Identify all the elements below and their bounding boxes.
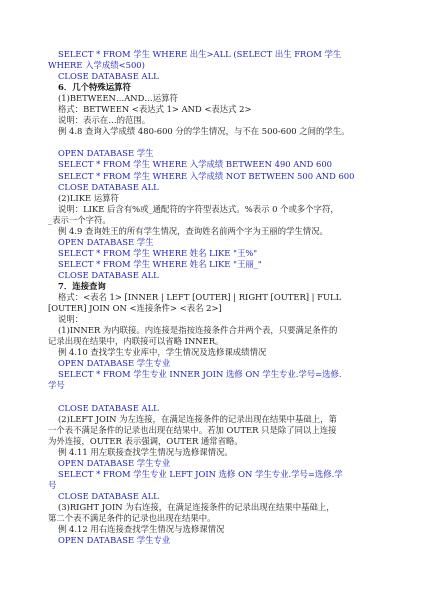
code-line: CLOSE DATABASE ALL <box>58 71 159 82</box>
text-line: (1)BETWEEN…AND…运算符 <box>58 93 178 104</box>
code-line: SELECT * FROM 学生 WHERE 姓名 LIKE "王%" <box>58 247 258 258</box>
code-line: OPEN DATABASE 学生专业 <box>58 535 171 546</box>
code-line: 学号 <box>48 380 65 391</box>
text-line: 说明： <box>58 314 84 325</box>
blank-line <box>48 391 382 402</box>
text-line: 例 4.8 查询入学成绩 480-600 分的学生情况，与不在 500-600 之间的学生。 <box>58 126 350 137</box>
text-line: (1)INNER 为内联接。内连接是指按连接条件合并两个表，只要满足条件的 <box>58 325 338 336</box>
text-line: 说明：表示在…的范围。 <box>58 115 151 126</box>
code-line: SELECT * FROM 学生 WHERE 入学成绩 NOT BETWEEN 500 AND 600 <box>58 170 355 181</box>
code-line: CLOSE DATABASE ALL <box>58 181 159 192</box>
text-line: 例 4.11 用左联接查找学生情况与选修课情况。 <box>58 446 233 457</box>
text-line: 例 4.12 用右连接查找学生情况与选修课情况 <box>58 524 225 535</box>
text-line: (2)LIKE 运算符 <box>58 192 119 203</box>
code-line: OPEN DATABASE 学生专业 <box>58 358 171 369</box>
code-line: SELECT * FROM 学生 WHERE 入学成绩 BETWEEN 490 AND 600 <box>58 159 332 170</box>
text-line: 记录出现在结果中，内联接可以省略 INNER。 <box>48 336 224 347</box>
document-page <box>48 49 382 546</box>
text-line: 格式：<表名 1> [INNER | LEFT [OUTER] | RIGHT [OUTER] | FULL <box>58 292 342 303</box>
code-line: WHERE 入学成绩<500) <box>48 60 145 71</box>
code-line: SELECT * FROM 学生 WHERE 姓名 LIKE "王丽_" <box>58 258 262 269</box>
code-line: OPEN DATABASE 学生 <box>58 236 154 247</box>
code-line: OPEN DATABASE 学生专业 <box>58 457 171 468</box>
text-line: 例 4.10 查找学生专业库中，学生情况及选修课成绩情况 <box>58 347 267 358</box>
section-heading: 7．连接查询 <box>58 280 106 291</box>
code-line: SELECT * FROM 学生 WHERE 出生>ALL (SELECT 出生 FROM 学生 <box>58 49 342 59</box>
blank-line <box>48 137 382 148</box>
text-line: 格式：BETWEEN <表达式 1> AND <表达式 2> <box>58 104 252 115</box>
code-line: CLOSE DATABASE ALL <box>58 490 159 501</box>
code-line: SELECT * FROM 学生专业 INNER JOIN 选修 ON 学生专业.学号=选修. <box>58 369 342 380</box>
text-line: 说明：LIKE 后含有%或_通配符的字符型表达式。%表示 0 个或多个字符， <box>58 203 339 214</box>
code-line: CLOSE DATABASE ALL <box>58 269 159 280</box>
text-line: 第二个表不满足条件的记录也出现在结果中。 <box>48 512 216 523</box>
text-line: 例 4.9 查询姓王的所有学生情况，查询姓名前两个字为王丽的学生情况。 <box>58 225 328 236</box>
text-line: 为外连接，OUTER 表示强调，OUTER 通常省略。 <box>48 435 243 446</box>
code-line: 号 <box>48 479 57 490</box>
code-line: CLOSE DATABASE ALL <box>58 402 159 413</box>
section-heading: 6．几个特殊运算符 <box>58 82 131 93</box>
text-line: [OUTER] JOIN ON <连接条件> <表名 2>] <box>48 303 222 314</box>
text-line: (3)RIGHT JOIN 为右连接，在满足连接条件的记录出现在结果中基础上， <box>58 501 335 512</box>
text-line: 一个表不满足条件的记录也出现在结果中。若加 OUTER 只是除了同以上连接 <box>48 424 337 435</box>
text-line: (2)LEFT JOIN 为左连接，在满足连接条件的记录出现在结果中基础上，第 <box>58 413 337 424</box>
code-line: SELECT * FROM 学生专业 LEFT JOIN 选修 ON 学生专业.学号=选修.学 <box>58 468 343 479</box>
text-line: _表示一个字符。 <box>48 214 111 225</box>
code-line: OPEN DATABASE 学生 <box>58 148 154 159</box>
